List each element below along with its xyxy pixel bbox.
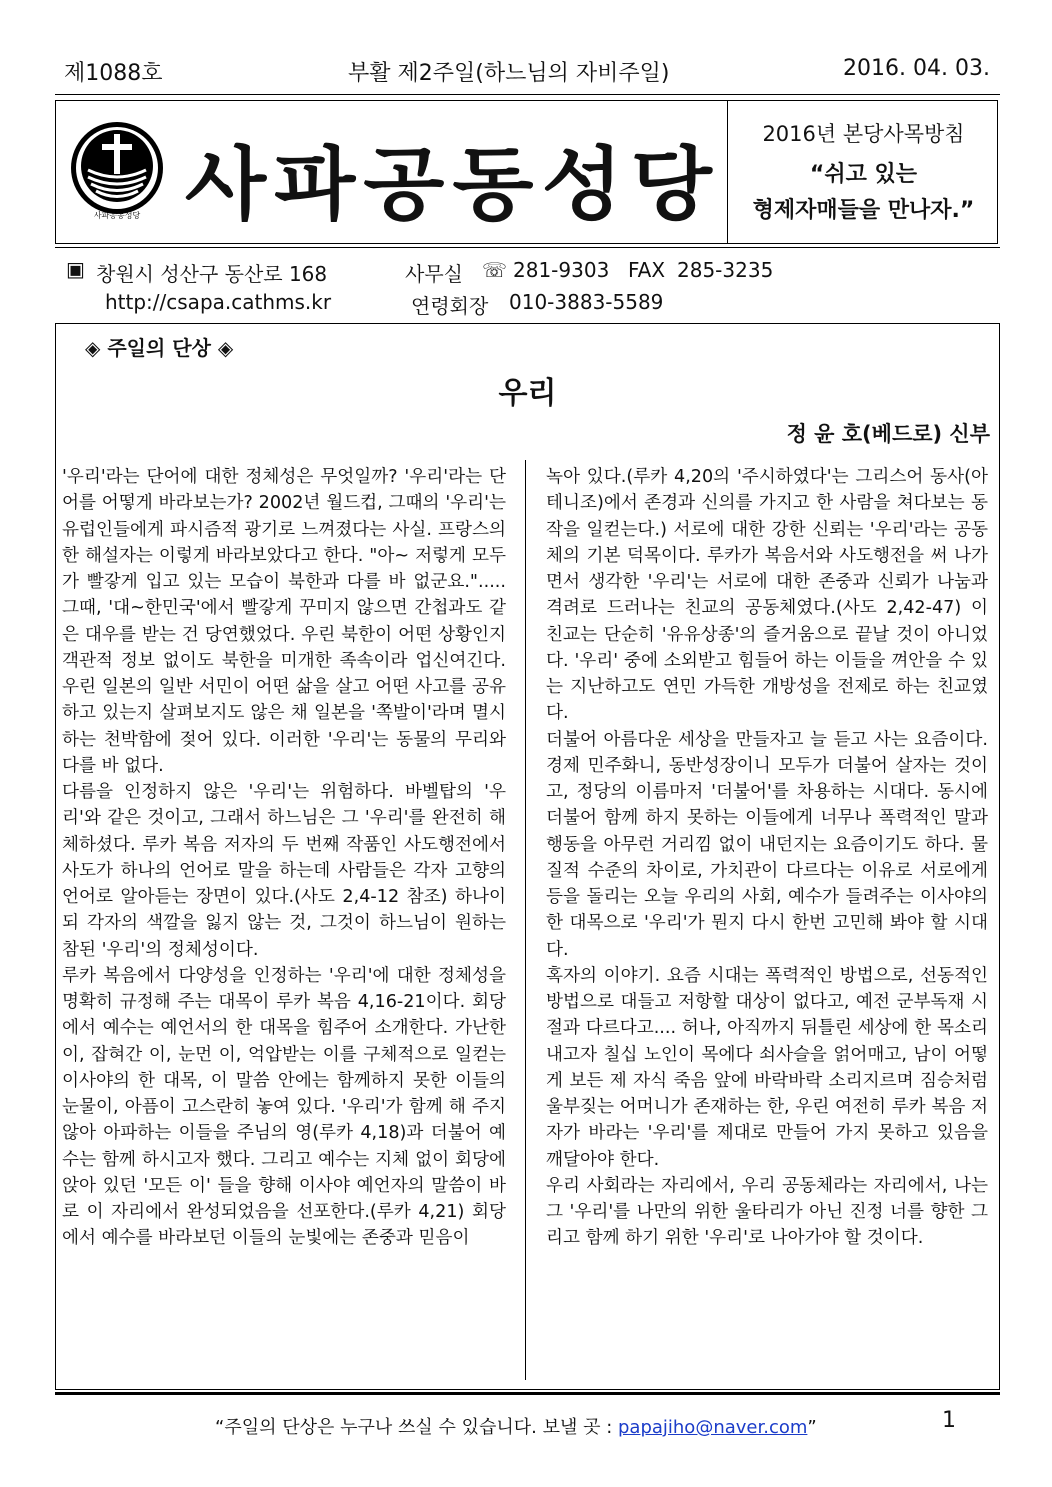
paragraph: 혹자의 이야기. 요즘 시대는 폭력적인 방법으로, 선동적인 방법으로 대들고 저항할 대상이 없다고, 예전 군부독재 시절과 다르다고.... 허나, 아직까지 뒤틀린 세상에 한 목소리 내고자 칠십 노인이 목에다 쇠사슬을 얽어매고, 남이 어떻게 보든 제 자식 죽음 앞에 바락바락 소리지르며 짐승처럼 울부짖는 어머니가 존재하는 한, 우린 여전히 루카 복음 저자가 바라는 '우리'를 제대로 만들어 가지 못하고 있음을 깨달아야 한다.: [546, 965, 988, 1170]
issue-number: 제1088호: [64, 61, 163, 86]
paragraph: 더불어 아름다운 세상을 만들자고 늘 듣고 사는 요즘이다. 경제 민주화니, 동반성장이니 모두가 더불어 살자는 것이고, 정당의 이름마저 '더불어'를 차용하는 시대다. 동시에 더불어 함께 하지 못하는 이들에게 너무나 폭력적인 말과 행동을 아무런 거리낌 없이 내던지는 요즘이기도 하다. 물질적 수준의 차이로, 가치관이 다르다는 이유로 서로에게 등을 돌리는 오늘 우리의 사회, 예수가 들려주는 이사야의 한 대목으로 '우리'가 뭔지 다시 한번 고민해 봐야 할 시대다.: [546, 729, 989, 960]
council-phone[interactable]: 010-3883-5589: [509, 290, 664, 314]
parish-logo-icon: [68, 118, 166, 222]
address: 창원시 성산구 동산로 168: [96, 262, 328, 286]
office-phone[interactable]: 281-9303: [513, 258, 610, 282]
article-column-right: [546, 464, 988, 1252]
motto-heading: 2016년 본당사목방침: [762, 122, 965, 146]
website-link[interactable]: http://csapa.cathms.kr: [105, 290, 332, 314]
masthead-rule: [55, 247, 1000, 248]
parish-name: 사파공동성당: [185, 138, 720, 232]
office-label: 사무실: [405, 262, 463, 286]
paragraph: 다름을 인정하지 않은 '우리'는 위험하다. 바벨탑의 '우리'와 같은 것이고, 그래서 하느님은 그 '우리'를 완전히 해체하셨다. 루카 복음 저자의 두 번째 작품인 사도행전에서 사도가 하나의 언어로 말을 하는데 사람들은 각자 고향의 언어로 알아듣는 장면이 있다.(사도 2,4-12 참조) 하나이되 각자의 색깔을 잃지 않는 것, 그것이 하느님이 원하는 참된 '우리'의 정체성이다.: [62, 782, 506, 960]
fax-number: 285-3235: [677, 258, 774, 282]
council-label: 연령회장: [411, 294, 489, 318]
issue-date: 2016. 04. 03.: [843, 56, 990, 81]
article-author: 정 윤 호(베드로) 신부: [786, 422, 990, 446]
article-column-left: [62, 464, 506, 1252]
footer-text: “주일의 단상은 누구나 쓰실 수 있습니다. 보낼 곳 :: [215, 1417, 618, 1438]
top-divider: [55, 94, 1000, 95]
paragraph: 루카 복음에서 다양성을 인정하는 '우리'에 대한 정체성을 명확히 규정해 주는 대목이 루카 복음 4,16-21이다. 회당에서 예수는 예언서의 한 대목을 힘주어 소개한다. 가난한 이, 잡혀간 이, 눈먼 이, 억압받는 이를 구체적으로 일컫는 이사야의 한 대목, 이 말씀 안에는 함께하지 못한 이들의 눈물이, 아픔이 고스란히 놓여 있다. '우리'가 함께 해 주지 않아 아파하는 이들을 주님의 영(루카 4,18)과 더불어 예수는 함께 하시고자 했다. 그리고 예수는 지체 없이 회당에 앉아 있던 '모든 이' 들을 향해 이사야 예언자의 말씀이 바로 이 자리에서 완성되었음을 선포한다.(루카 4,21) 회당에서 예수를 바라보던 이들의 눈빛에는 존중과 믿음이: [62, 965, 506, 1249]
paragraph: '우리'라는 단어에 대한 정체성은 무엇일까? '우리'라는 단어를 어떻게 바라보는가? 2002년 월드컵, 그때의 '우리'는 유럽인들에게 파시즘적 광기로 느껴졌다는 사실. 프랑스의 한 해설자는 이렇게 바라보았다고 한다. "아~ 저렇게 모두가 빨갛게 입고 있는 모습이 북한과 다를 바 없군요."..... 그때, '대~한민국'에서 빨갛게 꾸미지 않으면 간첩과도 같은 대우를 받는 건 당연했었다. 우린 북한이 어떤 상황인지 객관적 정보 없이도 북한을 미개한 족속이라 업신여긴다. 우린 일본의 일반 서민이 어떤 삶을 살고 어떤 사고를 공유하고 있는지 살펴보지도 않은 채 일본을 '쪽발이'라며 멸시하는 천박함에 젖어 있다. 이러한 '우리'는 동물의 무리와 다를 바 없다.: [62, 467, 506, 776]
paragraph: 우리 사회라는 자리에서, 우리 공동체라는 자리에서, 나는 그 '우리'를 나만의 위한 울타리가 아닌 진정 너를 향한 그리고 함께 하기 위한 '우리'로 나아가야 할 것이다.: [546, 1175, 988, 1249]
article-title: 우리: [498, 376, 557, 411]
motto-line-2: 형제자매들을 만나자.”: [752, 198, 975, 223]
page-number: 1: [942, 1408, 956, 1433]
paragraph: 녹아 있다.(루카 4,20의 '주시하였다'는 그리스어 동사(아테니조)에서 존경과 신의를 가지고 한 사람을 쳐다보는 동작을 일컫는다.) 서로에 대한 강한 신뢰는 '우리'라는 공동체의 기본 덕목이다. 루카가 복음서와 사도행전을 써 나가면서 생각한 '우리'는 서로에 대한 존중과 신뢰가 나눔과 격려로 드러나는 친교의 공동체였다.(사도 2,42-47) 이 친교는 단순히 '유유상종'의 즐거움으로 끝날 것이 아니었다. '우리' 중에 소외받고 힘들어 하는 이들을 껴안을 수 있는 지난하고도 연민 가득한 개방성을 전제로 하는 친교였다.: [546, 467, 989, 724]
email-link[interactable]: papajiho@naver.com: [617, 1417, 808, 1438]
contact-bullet-icon: ▣: [66, 257, 85, 281]
liturgical-day: 부활 제2주일(하느님의 자비주일): [348, 61, 670, 86]
logo-ring-text: 사파공동성당: [93, 211, 141, 220]
motto-line-1: “쉬고 있는: [809, 162, 918, 187]
article-bottom-rule: [55, 1392, 1000, 1395]
footer-note: [215, 1413, 817, 1439]
phone-icon: ☏: [482, 258, 508, 282]
footer-close: ”: [807, 1417, 817, 1438]
section-label: ◈ 주일의 단상 ◈: [85, 336, 234, 360]
column-divider: [525, 460, 526, 1380]
fax-label: FAX: [628, 258, 666, 282]
